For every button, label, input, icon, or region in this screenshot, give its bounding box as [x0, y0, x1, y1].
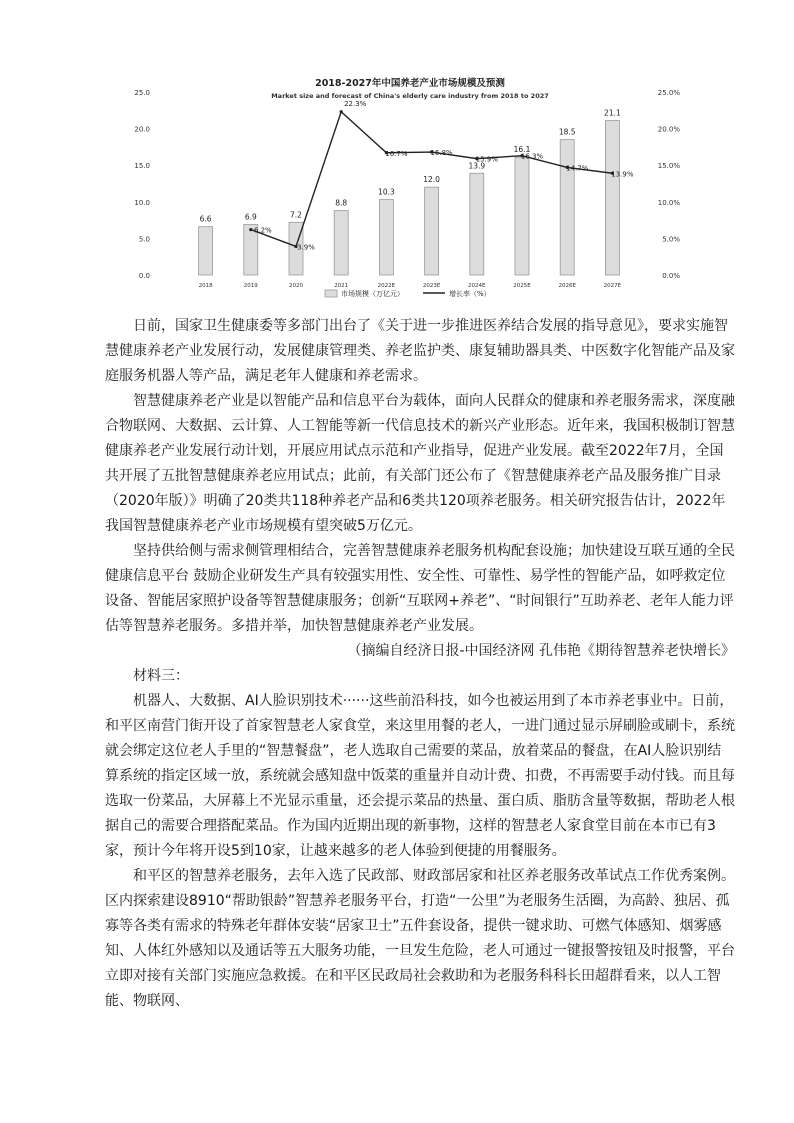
- bar-value-label: 13.9: [468, 161, 486, 171]
- y-left-tick-label: 10.0: [134, 198, 150, 207]
- x-tick-label: 2026E: [558, 283, 576, 289]
- x-tick-label: 2022E: [377, 283, 396, 289]
- x-tick-label: 2027E: [603, 283, 622, 289]
- growth-rate-label: 16.8%: [430, 149, 453, 158]
- x-tick-label: 2024E: [468, 283, 486, 289]
- material-heading: 材料三：: [133, 668, 189, 684]
- x-tick-label: 2020: [289, 283, 303, 289]
- market-chart: [125, 70, 695, 310]
- growth-rate-label: 15.9%: [475, 155, 498, 164]
- legend-bar-label: 市场规模（万亿元）: [341, 290, 404, 298]
- y-right-tick-label: 15.0%: [657, 162, 680, 171]
- bar-value-label: 21.1: [604, 108, 621, 118]
- y-left-tick-label: 5.0: [138, 235, 150, 244]
- y-right-tick-label: 10.0%: [657, 198, 680, 207]
- bar: [560, 140, 574, 275]
- growth-rate-label: 16.3%: [520, 152, 544, 161]
- x-tick-label: 2023E: [422, 283, 441, 289]
- y-right-tick-label: 25.0%: [657, 89, 680, 97]
- y-right-tick-label: 0.0%: [662, 272, 680, 280]
- bar: [334, 211, 348, 275]
- legend-bar-swatch: [325, 290, 337, 297]
- x-tick-label: 2019: [243, 283, 258, 289]
- chart-title: 2018-2027年中国养老产业市场规模及预测: [315, 78, 505, 89]
- bar-value-label: 18.5: [558, 127, 576, 137]
- growth-rate-label: 16.7%: [385, 149, 408, 158]
- source-citation: （摘编自经济日报-中国经济网 孔伟艳《期待智慧养老快增长》: [347, 643, 735, 659]
- growth-rate-label: 13.9%: [611, 170, 634, 179]
- bar: [515, 157, 529, 275]
- article-body: [105, 314, 735, 1014]
- legend-line-label: 增长率（%）: [449, 290, 491, 298]
- y-left-tick-label: 15.0: [134, 162, 150, 171]
- material-paragraph-1: 机器人、大数据、AI人脸识别技术······这些前沿科技，如今也被运用到了本市养老事业中。日前，和平区南营门街开设了首家智慧老人家食堂，来这里用餐的老人，一进门通过显示屏刷脸或刷卡，系统就会绑定这位老人手里的“智慧餐盘”，老人选取自己需要的菜品，放着菜品的餐盘，在AI人脸识别结算系统的指定区域一放，系统就会感知盘中饭菜的重量并自动计费、扣费，不再需要手动付钱。而且每选取一份菜品，大屏幕上不光显示重量，还会提示菜品的热量、蛋白质、脂肪含量等数据，帮助老人根据自己的需要合理搭配菜品。作为国内近期出现的新事物，这样的智慧老人家食堂目前在本市已有3家，预计今年将开设5到10家，让越来越多的老人体验到便捷的用餐服务。: [105, 693, 735, 859]
- y-left-tick-label: 20.0: [134, 125, 150, 134]
- y-right-tick-label: 5.0%: [662, 235, 680, 244]
- bar-value-label: 10.3: [378, 187, 395, 197]
- bar-value-label: 6.9: [244, 212, 257, 222]
- bar-value-label: 7.2: [290, 210, 302, 220]
- growth-rate-label: 22.3%: [344, 99, 367, 108]
- x-tick-label: 2018: [198, 283, 213, 289]
- paragraph-1: 日前，国家卫生健康委等多部门出台了《关于进一步推进医养结合发展的指导意见》，要求实施智慧健康养老产业发展行动，发展健康管理类、养老监护类、康复辅助器具类、中医数字化智能产品及家庭服务机器人等产品，满足老年人健康和养老需求。: [105, 318, 735, 384]
- y-left-tick-label: 25.0: [134, 89, 150, 97]
- bar: [425, 187, 439, 275]
- bar: [605, 121, 619, 275]
- bar: [199, 227, 213, 275]
- y-right-tick-label: 20.0%: [657, 125, 680, 134]
- x-tick-label: 2025E: [513, 283, 531, 289]
- bar-value-label: 16.1: [513, 145, 531, 155]
- growth-rate-point: [340, 110, 343, 113]
- paragraph-2: 智慧健康养老产业是以智能产品和信息平台为载体，面向人民群众的健康和养老服务需求，深度融合物联网、大数据、云计算、人工智能等新一代信息技术的新兴产业形态。近年来，我国积极制订智慧健康养老产业发展行动计划，开展应用试点示范和产业指导，促进产业发展。截至2022年7月，全国共开展了五批智慧健康养老应用试点；此前，有关部门还公布了《智慧健康养老产品及服务推广目录（2020年版）》明确了20类共118种养老产品和6类共120项养老服务。相关研究报告估计，2022年我国智慧健康养老产业市场规模有望突破5万亿元。: [105, 393, 735, 534]
- chart-subtitle: Market size and forecast of China's elderly care industry from 2018 to 2027: [271, 92, 549, 100]
- material-paragraph-2: 和平区的智慧养老服务，去年入选了民政部、财政部居家和社区养老服务改革试点工作优秀案例。区内探索建设8910“帮助银龄”智慧养老服务平台，打造“一公里”为老服务生活圈，为高龄、独居、孤寡等各类有需求的特殊老年群体安装“居家卫士”五件套设备，提供一键求助、可燃气体感知、烟雾感知、人体红外感知以及通话等五大服务功能，一旦发生危险，老人可通过一键报警按钮及时报警，平台立即对接有关部门实施应急救援。在和平区民政局社会救助和为老服务科科长田超群看来，以人工智能、物联网、: [105, 868, 735, 1009]
- bar-value-label: 6.6: [199, 214, 212, 224]
- bar-value-label: 12.0: [423, 175, 440, 185]
- bar: [470, 173, 484, 275]
- growth-rate-label: 3.9%: [297, 243, 315, 252]
- growth-rate-label: 6.2%: [253, 226, 272, 235]
- growth-rate-label: 14.7%: [566, 164, 589, 173]
- paragraph-3: 坚持供给侧与需求侧管理相结合，完善智慧健康养老服务机构配套设施；加快建设互联互通的全民健康信息平台 鼓励企业研发生产具有较强实用性、安全性、可靠性、易学性的智能产品，如呼救定位设备、智能居家照护设备等智慧健康服务；创新“互联网+养老”、“时间银行”互助养老、老年人能力评估等智慧养老服务。多措并举，加快智慧健康养老产业发展。: [105, 543, 735, 634]
- y-left-tick-label: 0.0: [138, 272, 150, 280]
- bar: [379, 200, 393, 275]
- bar-value-label: 8.8: [335, 198, 348, 208]
- growth-rate-point: [249, 228, 252, 231]
- x-tick-label: 2021: [334, 283, 349, 289]
- chart-canvas: [125, 70, 695, 310]
